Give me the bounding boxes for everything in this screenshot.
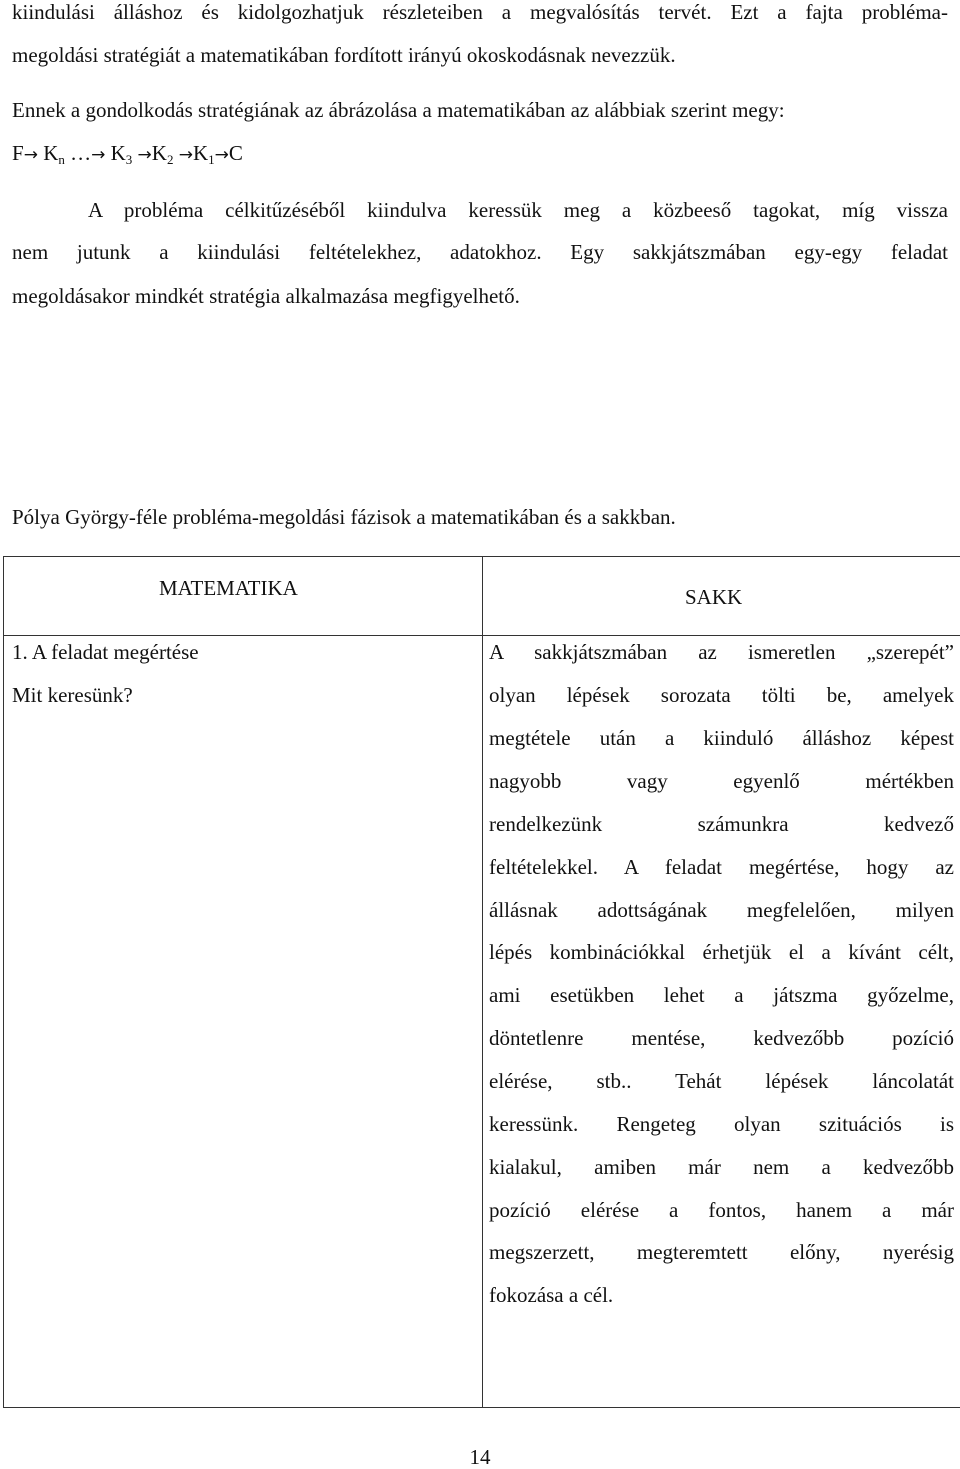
math-phase-cell xyxy=(4,636,483,1408)
reverse-reasoning-formula xyxy=(12,140,243,173)
formula-k-2: K xyxy=(152,141,167,165)
formula-ellipsis: … xyxy=(70,141,91,165)
formula-start: F xyxy=(12,141,24,165)
paragraph-line-3: megoldásakor mindkét stratégia alkalmazása megfigyelhető. xyxy=(12,284,520,308)
table-row xyxy=(4,636,960,1408)
chess-text-line: nagyobb vagy egyenlő mértékben xyxy=(489,769,954,793)
chess-text-line: elérése, stb.. Tehát lépések láncolatát xyxy=(489,1069,954,1093)
formula-sub-3: 3 xyxy=(126,152,133,167)
chess-text-line: megtétele után a kiinduló álláshoz képest xyxy=(489,726,954,750)
intro-line-2: megoldási stratégiát a matematikában fordított irányú okoskodásnak nevezzük. xyxy=(12,43,676,67)
chess-text-line-last: fokozása a cél. xyxy=(489,1283,613,1307)
chess-text-line: kialakul, amiben már nem a kedvezőbb xyxy=(489,1155,954,1179)
arrow-icon: → xyxy=(138,145,152,165)
paragraph-line-2: nem jutunk a kiindulási feltételekhez, adatokhoz. Egy sakkjátszmában egy-egy feladat xyxy=(12,240,948,264)
math-phase-title: 1. A feladat megértése xyxy=(12,640,199,664)
arrow-icon: → xyxy=(91,145,105,165)
chess-text-line: lépés kombinációkkal érhetjük el a kívánt célt, xyxy=(489,940,954,964)
arrow-icon: → xyxy=(215,145,229,165)
chess-text-line: rendelkezünk számunkra kedvező xyxy=(489,812,954,836)
chess-phase-cell xyxy=(483,636,960,1408)
header-chess: SAKK xyxy=(685,585,742,609)
arrow-icon: → xyxy=(179,145,193,165)
table-header-row xyxy=(4,557,960,636)
chess-text-line: megszerzett, megteremtett előny, nyerésig xyxy=(489,1240,954,1264)
formula-k-1: K xyxy=(193,141,208,165)
paragraph-line-1: A probléma célkitűzéséből kiindulva keressük meg a közbeeső tagokat, míg vissza xyxy=(88,198,948,222)
header-cell-chess xyxy=(483,557,960,636)
phases-table xyxy=(3,556,960,1408)
header-math: MATEMATIKA xyxy=(159,576,298,600)
chess-text-line: döntetlenre mentése, kedvezőbb pozíció xyxy=(489,1026,954,1050)
formula-sub-1: 1 xyxy=(208,152,215,167)
chess-text-line: olyan lépések sorozata tölti be, amelyek xyxy=(489,683,954,707)
header-cell-math xyxy=(4,557,483,636)
formula-end: C xyxy=(229,141,243,165)
chess-text-line: feltételekkel. A feladat megértése, hogy az xyxy=(489,855,954,879)
chess-text-line: állásnak adottságának megfelelően, milyen xyxy=(489,898,954,922)
intro-line-1: kiindulási álláshoz és kidolgozhatjuk részleteiben a megvalósítás tervét. Ezt a fajta probléma- xyxy=(12,0,948,24)
chess-text-line: ami esetükben lehet a játszma győzelme, xyxy=(489,983,954,1007)
chess-text-line: pozíció elérése a fontos, hanem a már xyxy=(489,1198,954,1222)
formula-k-n: K xyxy=(43,141,58,165)
intro-line-3: Ennek a gondolkodás stratégiának az ábrázolása a matematikában az alábbiak szerint megy: xyxy=(12,98,785,122)
chess-text-line: A sakkjátszmában az ismeretlen „szerepét” xyxy=(489,640,954,664)
page-number: 14 xyxy=(0,1445,960,1469)
formula-sub-2: 2 xyxy=(167,152,174,167)
table-caption: Pólya György-féle probléma-megoldási fázisok a matematikában és a sakkban. xyxy=(12,505,676,529)
chess-text-line: keressünk. Rengeteg olyan szituációs is xyxy=(489,1112,954,1136)
math-phase-question: Mit keresünk? xyxy=(12,683,133,707)
formula-k-3: K xyxy=(111,141,126,165)
formula-sub-n: n xyxy=(58,152,65,167)
arrow-icon: → xyxy=(24,145,38,165)
